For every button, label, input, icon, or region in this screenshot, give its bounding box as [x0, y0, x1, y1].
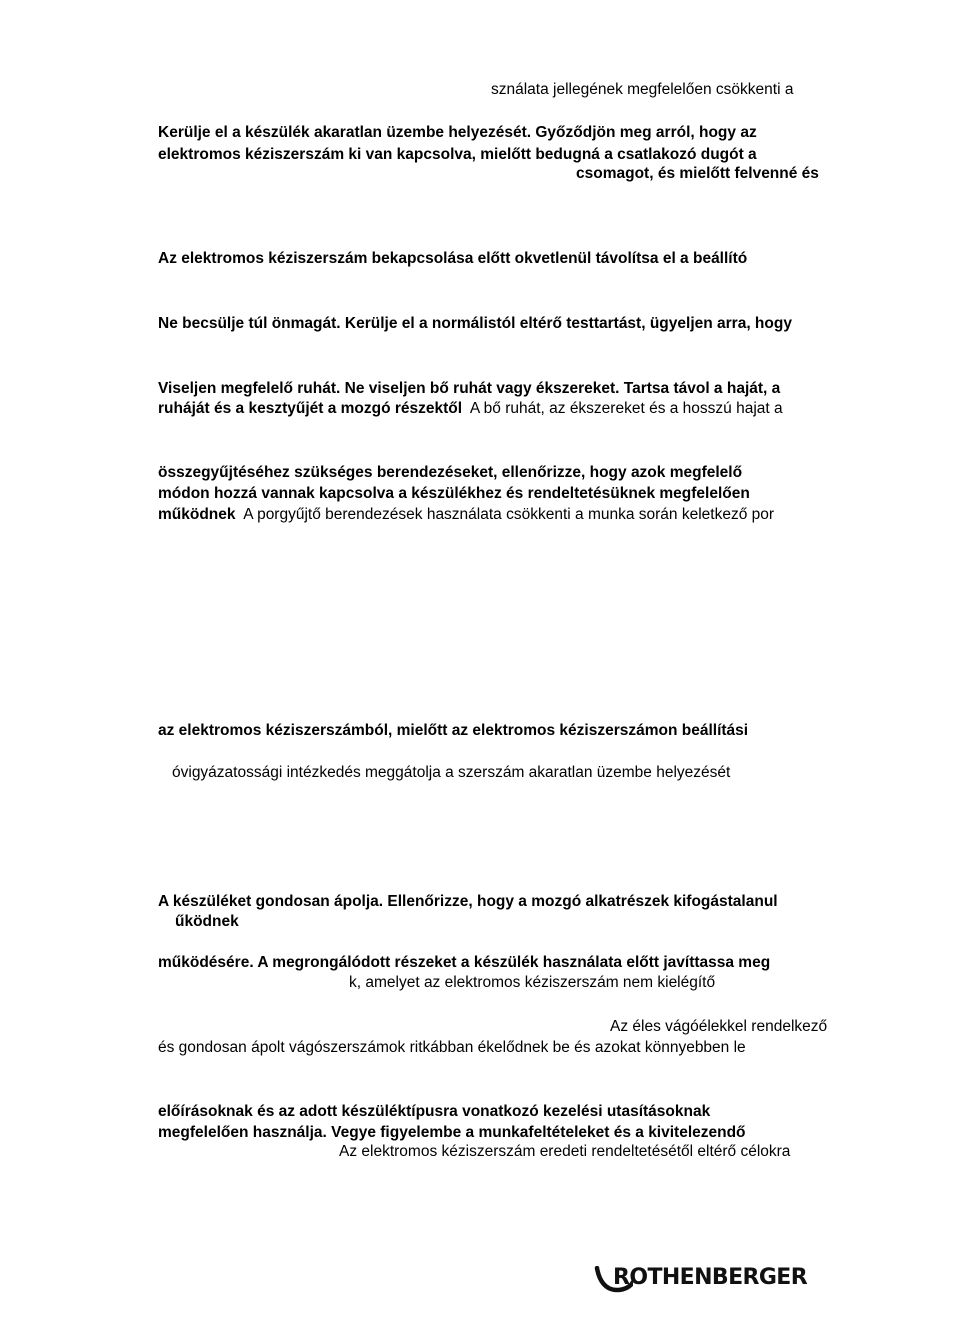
rothenberger-logo — [593, 1262, 828, 1298]
logo-text: ROTHENBERGER — [613, 1265, 808, 1290]
text-line: előírásoknak és az adott készüléktípusra vonatkozó kezelési utasításoknak — [158, 1103, 711, 1120]
text-line: Ne becsülje túl önmagát. Kerülje el a normálistól eltérő testtartást, ügyeljen arra, hogy — [158, 315, 792, 332]
text-bold-run: ruháját és a kesztyűjét a mozgó részektől — [158, 400, 463, 417]
text-line: az elektromos kéziszerszámból, mielőtt az elektromos kéziszerszámon beállítási — [158, 722, 749, 739]
text-line: összegyűjtéséhez szükséges berendezéseket, ellenőrizze, hogy azok megfelelő — [158, 464, 743, 481]
text-bold-run: működnek — [158, 506, 236, 523]
text-line: működésére. A megrongálódott részeket a készülék használata előtt javíttassa meg — [158, 954, 771, 971]
text-line: csomagot, és mielőtt felvenné és — [576, 165, 819, 182]
text-line: Az elektromos kéziszerszám eredeti rendeltetésétől eltérő célokra — [339, 1143, 791, 1160]
text-normal-run: A bő ruhát, az ékszereket és a hosszú hajat a — [469, 400, 783, 417]
text-line — [158, 505, 774, 525]
text-line: Viseljen megfelelő ruhát. Ne viseljen bő ruhát vagy ékszereket. Tartsa távol a haját, a — [158, 380, 781, 397]
text-line: megfelelően használja. Vegye figyelembe a munkafeltételeket és a kivitelezendő — [158, 1124, 746, 1141]
text-normal-run: A porgyűjtő berendezések használata csökkenti a munka során keletkező por — [243, 506, 775, 523]
text-line — [158, 399, 783, 419]
text-line: űködnek — [175, 913, 239, 930]
text-line: elektromos kéziszerszám ki van kapcsolva, mielőtt bedugná a csatlakozó dugót a — [158, 146, 757, 163]
text-line: k, amelyet az elektromos kéziszerszám nem kielégítő — [349, 974, 716, 991]
text-line: módon hozzá vannak kapcsolva a készülékhez és rendeltetésüknek megfelelően — [158, 485, 750, 502]
text-line: Kerülje el a készülék akaratlan üzembe helyezését. Győződjön meg arról, hogy az — [158, 124, 757, 141]
text-line: óvigyázatossági intézkedés meggátolja a szerszám akaratlan üzembe helyezését — [172, 764, 731, 781]
text-line: A készüléket gondosan ápolja. Ellenőrizze, hogy a mozgó alkatrészek kifogástalanul — [158, 893, 778, 910]
text-line: Az éles vágóélekkel rendelkező — [610, 1018, 828, 1035]
text-line: és gondosan ápolt vágószerszámok ritkábban ékelődnek be és azokat könnyebben le — [158, 1039, 746, 1056]
text-line: Az elektromos kéziszerszám bekapcsolása előtt okvetlenül távolítsa el a beállító — [158, 250, 748, 267]
text-line: sználata jellegének megfelelően csökkenti a — [491, 81, 794, 98]
